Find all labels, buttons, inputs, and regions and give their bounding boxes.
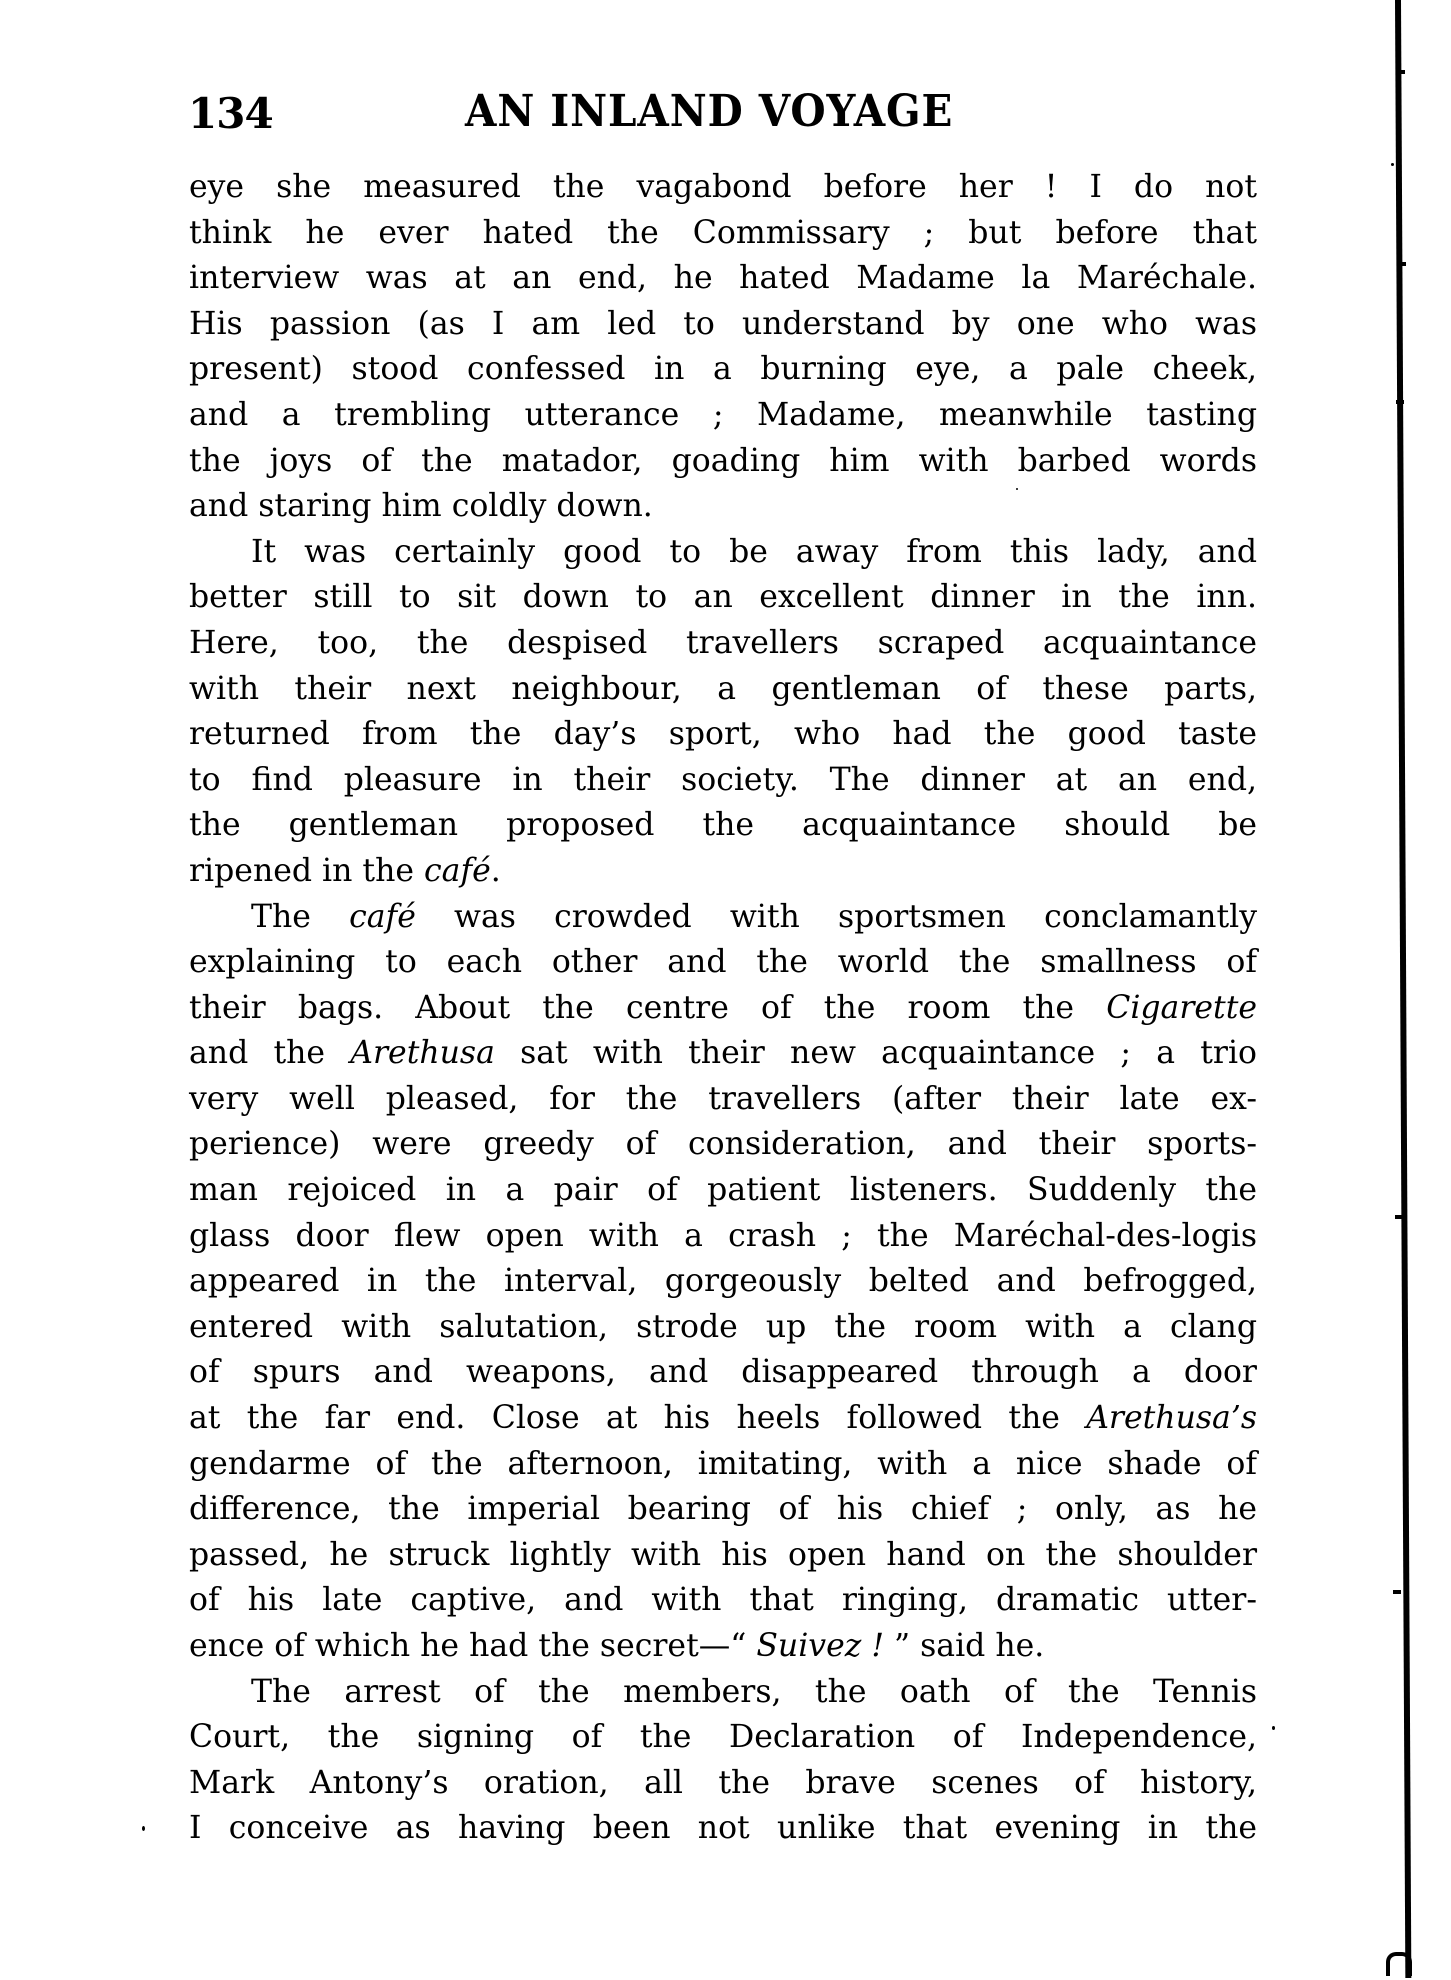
text-line: to find pleasure in their society. The dinner at an end,: [189, 761, 1257, 798]
page-edge-notch: [1397, 70, 1405, 74]
text-line: difference, the imperial bearing of his chief ; only, as he: [189, 1491, 1257, 1528]
text-line: very well pleased, for the travellers (after their late ex-: [189, 1080, 1257, 1117]
text-line: returned from the day’s sport, who had the good taste: [189, 716, 1257, 753]
page-edge-notch: [1395, 1215, 1403, 1219]
scan-speck: [142, 1826, 145, 1831]
text-line: and a trembling utterance ; Madame, meanwhile tasting: [189, 396, 1257, 433]
text-line: It was certainly good to be away from this lady, and: [251, 533, 1257, 570]
text-line: of his late captive, and with that ringing, dramatic utter-: [189, 1582, 1257, 1619]
text-line: [189, 1624, 1257, 1670]
text-run: at the far end. Close at his heels followed the: [189, 1400, 1087, 1437]
page-number: 134: [188, 89, 273, 138]
scan-speck: [1016, 488, 1018, 490]
text-run: .: [490, 852, 501, 889]
text-line: passed, he struck lightly with his open hand on the shoulder: [189, 1536, 1257, 1573]
page-edge-notch: [1396, 400, 1404, 404]
text-line: Mark Antony’s oration, all the brave scenes of history,: [189, 1764, 1257, 1801]
page-edge-notch: [1398, 262, 1406, 266]
text-line: entered with salutation, strode up the room with a clang: [189, 1308, 1257, 1345]
text-run: The: [251, 898, 350, 935]
text-line: present) stood confessed in a burning eye, a pale cheek,: [189, 351, 1257, 388]
text-run: was crowded with sportsmen conclamantly: [415, 898, 1257, 935]
text-line: [189, 986, 1257, 1032]
text-line: glass door flew open with a crash ; the Maréchal-des-logis: [189, 1217, 1257, 1254]
text-run: and the: [189, 1035, 351, 1072]
text-line: The arrest of the members, the oath of the Tennis: [251, 1673, 1257, 1710]
text-line: of spurs and weapons, and disappeared through a door: [189, 1354, 1257, 1391]
text-line: interview was at an end, he hated Madame la Maréchale.: [189, 260, 1257, 297]
text-run: sat with their new acquaintance ; a trio: [494, 1035, 1257, 1072]
text-line: the gentleman proposed the acquaintance should be: [189, 807, 1257, 844]
italic-word: Suivez !: [756, 1628, 884, 1664]
italic-word: café: [349, 898, 416, 935]
text-line: and staring him coldly down.: [189, 488, 653, 525]
text-run: ence of which he had the secret—“: [189, 1628, 757, 1664]
text-line: Court, the signing of the Declaration of Independence,: [189, 1719, 1257, 1756]
page-edge-curl: [1386, 1952, 1412, 1976]
page-edge-line: [1395, 0, 1411, 1978]
text-line: with their next neighbour, a gentleman of these parts,: [189, 670, 1257, 707]
text-line: [189, 849, 1257, 895]
body-text: [189, 165, 1257, 1852]
text-line: appeared in the interval, gorgeously belted and befrogged,: [189, 1263, 1257, 1300]
text-line: eye she measured the vagabond before her ! I do not: [189, 169, 1257, 205]
text-run: ripened in the: [189, 852, 425, 889]
text-line: the joys of the matador, goading him with barbed words: [189, 442, 1257, 479]
text-line: [189, 895, 1257, 941]
text-run: ” said he.: [884, 1628, 1045, 1664]
text-line: think he ever hated the Commissary ; but before that: [189, 214, 1257, 251]
scan-speck: [1272, 1726, 1275, 1730]
text-line: perience) were greedy of consideration, and their sports-: [189, 1126, 1257, 1163]
text-line: man rejoiced in a pair of patient listeners. Suddenly the: [189, 1172, 1257, 1209]
italic-word: Arethusa: [350, 1035, 495, 1072]
italic-word: café: [424, 852, 491, 889]
text-line: I conceive as having been not unlike that evening in the: [189, 1810, 1257, 1847]
italic-word: Arethusa’s: [1086, 1400, 1257, 1437]
text-line: [189, 1031, 1257, 1077]
text-line: Here, too, the despised travellers scraped acquaintance: [189, 624, 1257, 661]
text-line: gendarme of the afternoon, imitating, with a nice shade of: [189, 1445, 1257, 1482]
text-line: explaining to each other and the world the smallness of: [189, 944, 1257, 981]
text-line: [189, 1396, 1257, 1442]
running-title: AN INLAND VOYAGE: [465, 86, 954, 137]
page-edge-notch: [1393, 1590, 1401, 1594]
scan-speck: [1391, 163, 1394, 166]
italic-word: Cigarette: [1106, 989, 1257, 1026]
text-run: their bags. About the centre of the room the: [189, 989, 1107, 1026]
text-line: His passion (as I am led to understand by one who was: [189, 305, 1257, 342]
text-line: better still to sit down to an excellent dinner in the inn.: [189, 579, 1257, 616]
